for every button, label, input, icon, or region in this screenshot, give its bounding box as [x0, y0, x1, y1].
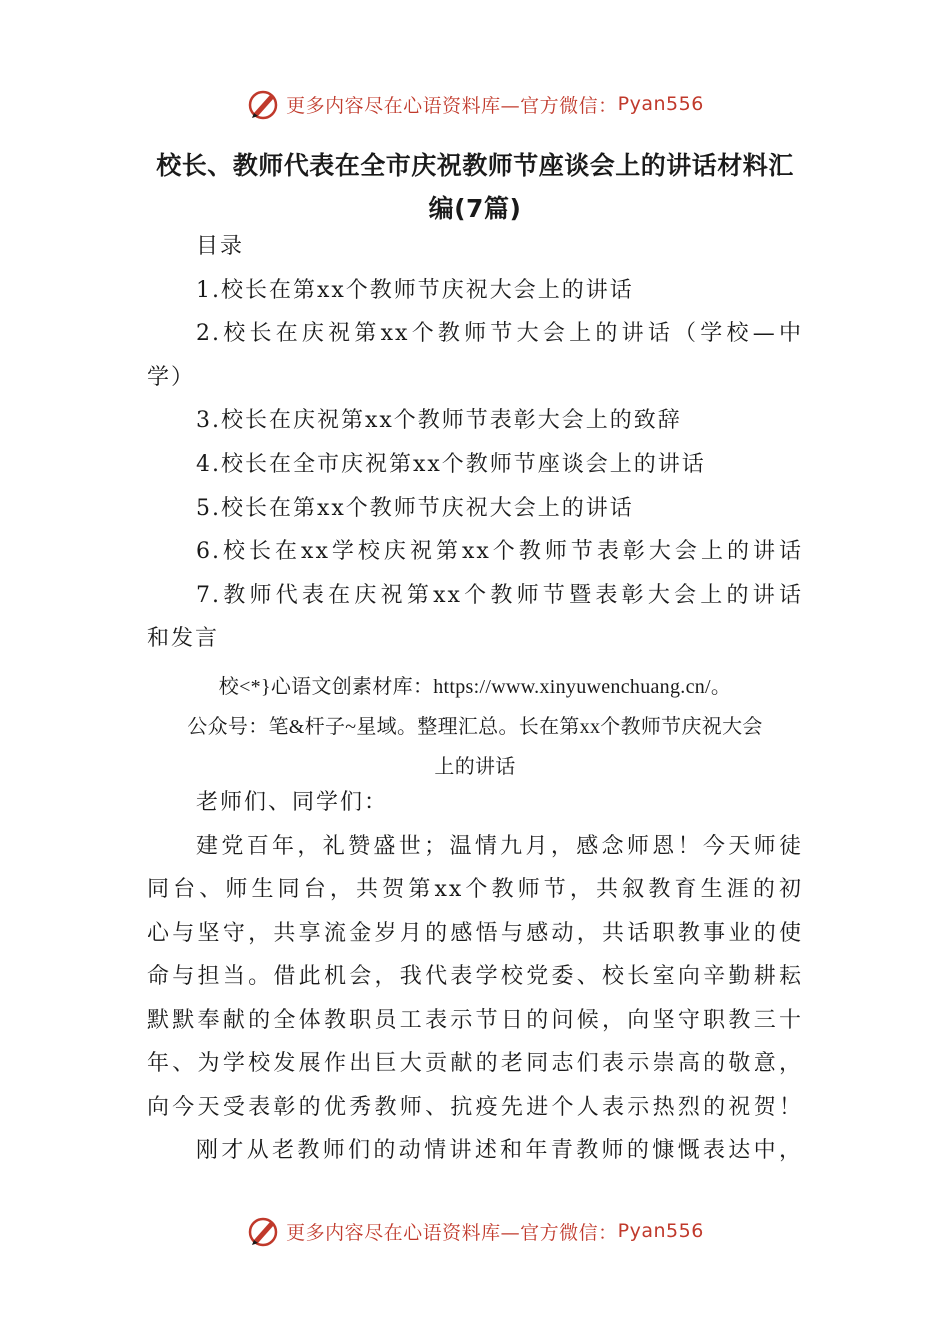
wechat-id: Pyan556 — [617, 93, 704, 115]
document-title-line-2: 编(7篇) — [428, 194, 522, 223]
footer-banner — [0, 1211, 950, 1251]
paragraph-line: 建党百年，礼赞盛世；温情九月，感念师恩！今天师徒 — [196, 834, 803, 859]
banner-text: 更多内容尽在心语资料库—官方微信： — [286, 1221, 618, 1244]
toc-item-continuation: 和发言 — [147, 626, 220, 651]
greeting: 老师们、同学们： — [196, 790, 389, 815]
toc-item: 5.校长在第xx个教师节庆祝大会上的讲话 — [196, 496, 634, 521]
toc-heading: 目录 — [196, 234, 245, 259]
paragraph-line: 心与坚守，共享流金岁月的感悟与感动，共话职教事业的使 — [147, 921, 803, 946]
notice-line-2: 公众号：笔&杆子~星域。整理汇总。长在第xx个教师节庆祝大会 — [187, 716, 763, 738]
notice-line-3: 上的讲话 — [434, 756, 516, 778]
banner-text: 更多内容尽在心语资料库—官方微信： — [286, 94, 618, 117]
toc-item: 4.校长在全市庆祝第xx个教师节座谈会上的讲话 — [196, 452, 706, 477]
paragraph-line: 刚才从老教师们的动情讲述和年青教师的慷慨表达中， — [196, 1138, 803, 1163]
pen-logo-icon — [246, 1214, 280, 1248]
document-title-line-1: 校长、教师代表在全市庆祝教师节座谈会上的讲话材料汇 — [156, 151, 794, 180]
paragraph-line: 命与担当。借此机会，我代表学校党委、校长室向辛勤耕耘 — [147, 964, 803, 989]
notice-line-1: 校<*}心语文创素材库：https://www.xinyuwenchuang.cn/。 — [218, 676, 732, 698]
toc-item: 6.校长在xx学校庆祝第xx个教师节表彰大会上的讲话 — [196, 539, 803, 564]
wechat-id: Pyan556 — [617, 1220, 704, 1242]
toc-item-continuation: 学） — [147, 365, 196, 390]
header-banner — [0, 84, 950, 124]
paragraph-line: 默默奉献的全体教职员工表示节日的问候，向坚守职教三十 — [147, 1008, 803, 1033]
toc-item: 7.教师代表在庆祝第xx个教师节暨表彰大会上的讲话 — [196, 583, 803, 608]
paragraph-line: 向今天受表彰的优秀教师、抗疫先进个人表示热烈的祝贺！ — [147, 1095, 803, 1120]
paragraph-line: 年、为学校发展作出巨大贡献的老同志们表示崇高的敬意， — [147, 1051, 803, 1076]
toc-item: 2.校长在庆祝第xx个教师节大会上的讲话（学校—中 — [196, 321, 803, 346]
toc-item: 1.校长在第xx个教师节庆祝大会上的讲话 — [196, 278, 634, 303]
toc-item: 3.校长在庆祝第xx个教师节表彰大会上的致辞 — [196, 408, 682, 433]
paragraph-line: 同台、师生同台，共贺第xx个教师节，共叙教育生涯的初 — [147, 877, 803, 902]
pen-logo-icon — [246, 87, 280, 121]
